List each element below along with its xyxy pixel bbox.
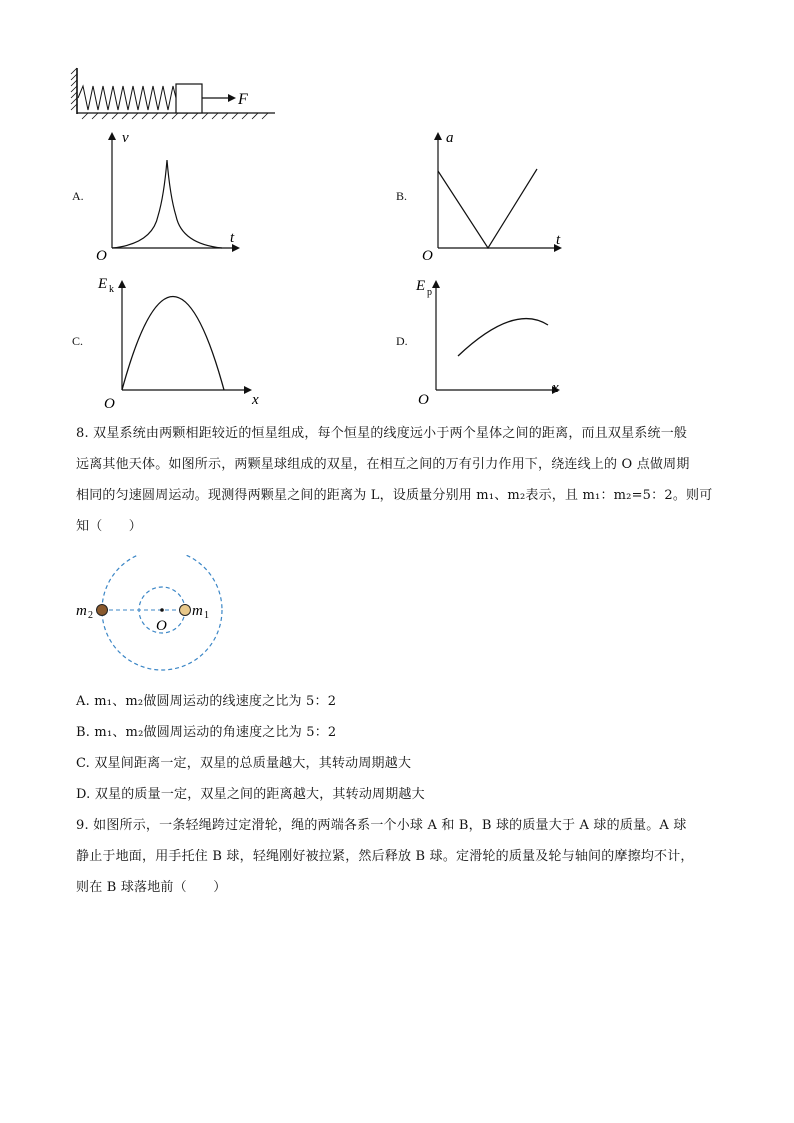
option-label: B.	[396, 189, 408, 203]
graph-a-velocity-time	[92, 126, 252, 261]
svg-text:v: v	[122, 130, 129, 146]
block	[176, 84, 202, 113]
question-line: 静止于地面，用手托住 B 球，轻绳刚好被拉紧，然后释放 B 球。定滑轮的质量及轮与轴间的摩擦均不计，	[76, 849, 694, 864]
svg-text:t: t	[556, 232, 561, 248]
kinetic-energy-curve	[122, 297, 224, 391]
option-label: C.	[72, 334, 84, 348]
svg-text:O: O	[156, 618, 167, 634]
force-label: F	[238, 91, 248, 108]
svg-text:x: x	[252, 392, 259, 408]
svg-text:1: 1	[204, 610, 209, 621]
graph-c-kinetic-energy-position	[94, 268, 269, 410]
svg-text:t: t	[230, 230, 235, 246]
option-label: A.	[72, 189, 84, 203]
svg-text:E: E	[98, 276, 108, 292]
graph-b-acceleration-time	[418, 126, 578, 261]
svg-text:m: m	[76, 603, 87, 619]
svg-text:O: O	[422, 248, 433, 261]
option-c[interactable]: C. 双星间距离一定，双星的总质量越大，其转动周期越大	[76, 756, 412, 771]
svg-text:p: p	[427, 287, 432, 298]
question-line: 相同的匀速圆周运动。现测得两颗星之间的距离为 L，设质量分别用 m₁、m₂表示，且 m₁：m₂=5：2。则可	[76, 488, 713, 503]
svg-text:O: O	[104, 396, 115, 410]
center-point	[160, 608, 164, 612]
question-line: 知（ ）	[76, 519, 143, 534]
question-line: 9. 如图所示，一条轻绳跨过定滑轮，绳的两端各系一个小球 A 和 B，B 球的质量大于 A 球的质量。A 球	[76, 818, 687, 833]
question-line: 远离其他天体。如图所示，两颗星球组成的双星，在相互之间的万有引力作用下，绕连线上的 O 点做周期	[76, 457, 690, 472]
svg-text:a: a	[446, 130, 454, 146]
potential-energy-curve	[458, 319, 548, 356]
question-line: 8. 双星系统由两颗相距较近的恒星组成，每个恒星的线度远小于两个星体之间的距离，而且双星系统一般	[76, 426, 688, 441]
svg-text:x: x	[552, 380, 559, 396]
option-b[interactable]: B. m₁、m₂做圆周运动的角速度之比为 5：2	[76, 725, 337, 740]
velocity-curve	[112, 160, 222, 248]
star-m1	[180, 605, 191, 616]
spring	[78, 86, 176, 110]
option-d[interactable]: D. 双星的质量一定，双星之间的距离越大，其转动周期越大	[76, 787, 425, 802]
question-9-stem	[76, 810, 694, 903]
option-label: D.	[396, 334, 408, 348]
question-line: 则在 B 球落地前（ ）	[76, 880, 227, 895]
option-a[interactable]: A. m₁、m₂做圆周运动的线速度之比为 5：2	[76, 694, 337, 709]
acceleration-line	[438, 169, 537, 248]
svg-text:k: k	[109, 284, 114, 295]
svg-text:m: m	[192, 603, 203, 619]
question-8-options	[76, 686, 425, 810]
spring-block-figure	[70, 64, 285, 120]
svg-text:O: O	[418, 392, 429, 408]
svg-text:E: E	[416, 278, 426, 294]
star-m2	[97, 605, 108, 616]
binary-star-figure	[74, 555, 234, 673]
svg-text:2: 2	[88, 610, 93, 621]
graph-d-potential-energy-position	[414, 268, 574, 410]
svg-text:O: O	[96, 248, 107, 261]
question-8-stem	[76, 418, 712, 542]
